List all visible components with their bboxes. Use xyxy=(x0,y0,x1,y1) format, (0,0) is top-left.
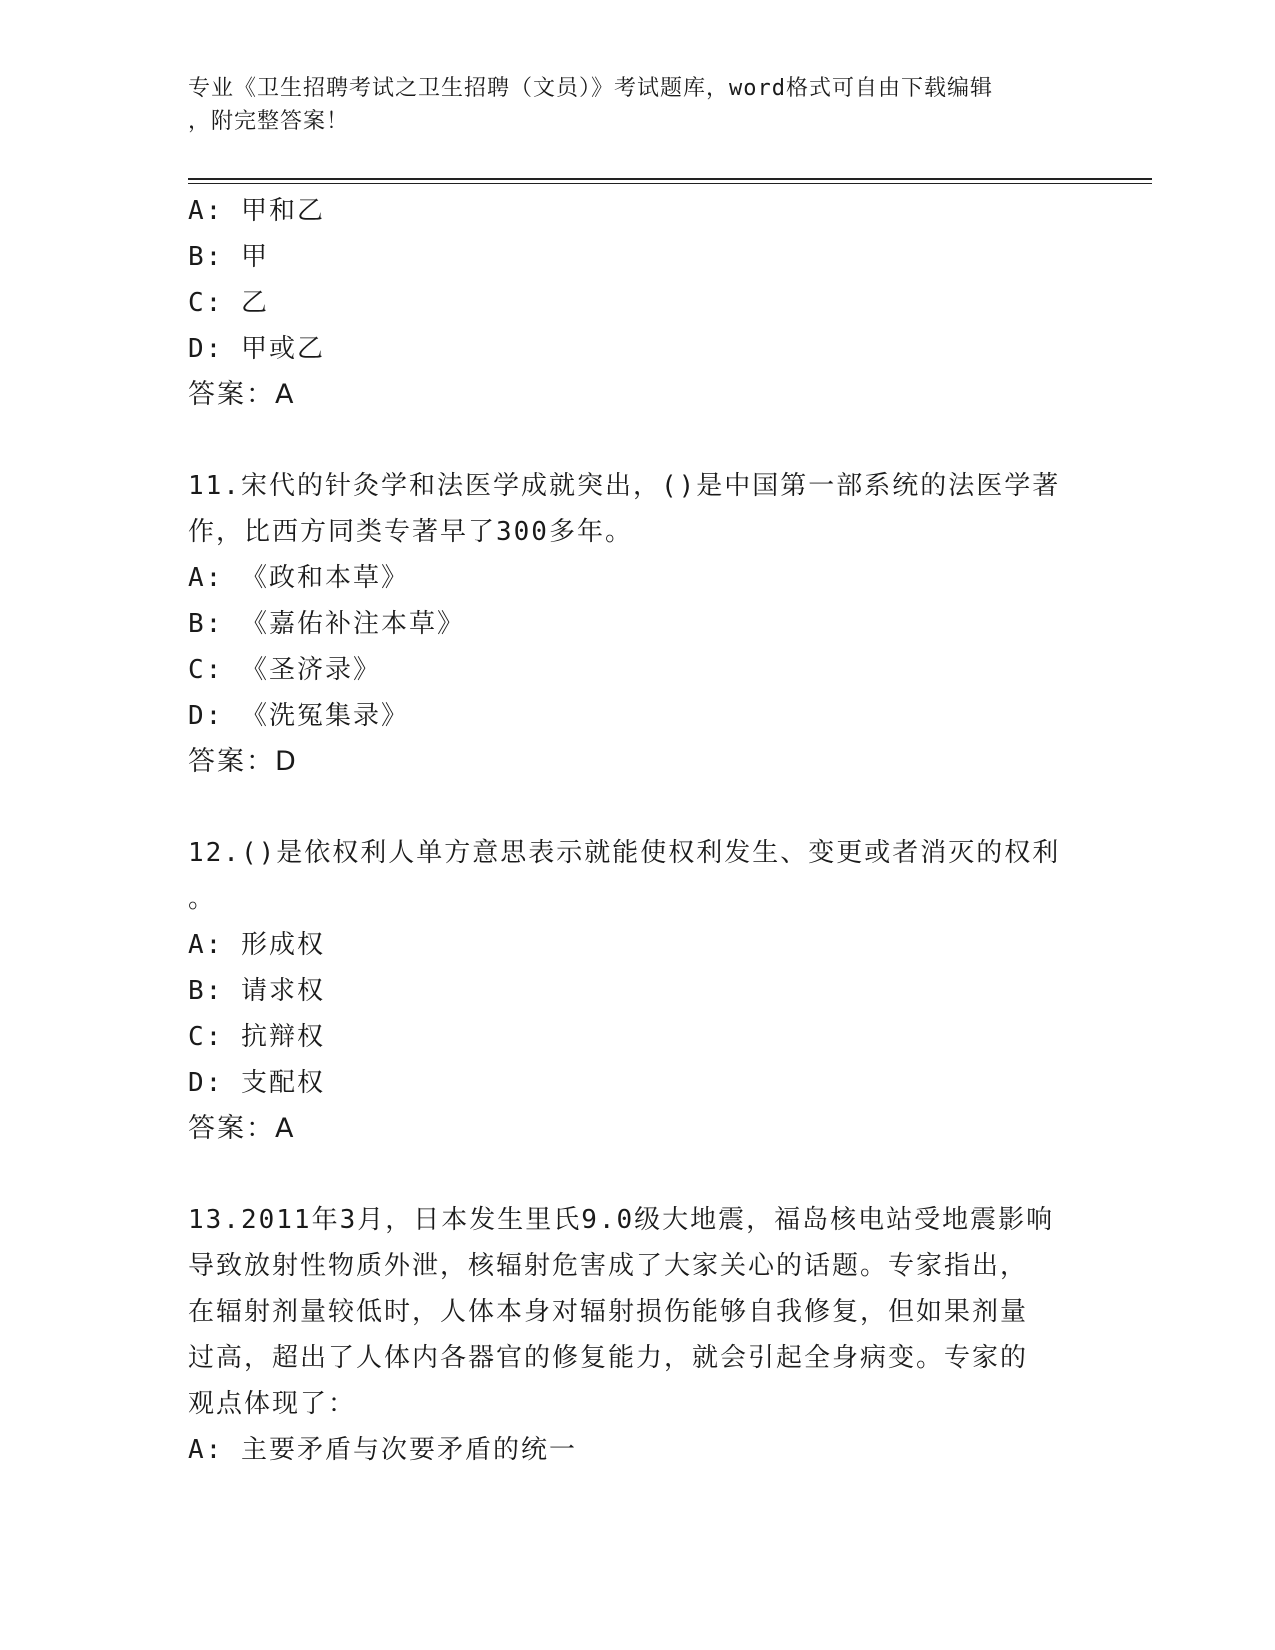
question-11 xyxy=(188,463,1088,785)
spacer xyxy=(188,785,1088,830)
question-text-line-1: 12.()是依权利人单方意思表示就能使权利发生、变更或者消灭的权利 xyxy=(188,838,1061,868)
answer-text: 答案：A xyxy=(188,379,296,410)
option-b: B: 请求权 xyxy=(188,976,325,1006)
header-divider-thick xyxy=(188,178,1152,180)
answer-text: 答案：D xyxy=(188,746,298,777)
spacer xyxy=(188,1152,1088,1197)
option-c: C: 《圣济录》 xyxy=(188,655,381,685)
question-text-line-1: 13.2011年3月，日本发生里氏9.0级大地震，福岛核电站受地震影响 xyxy=(188,1205,1055,1235)
spacer xyxy=(188,418,1088,463)
question-13 xyxy=(188,1197,1088,1473)
question-12 xyxy=(188,830,1088,1152)
question-text-line-2: 作，比西方同类专著早了300多年。 xyxy=(188,517,633,547)
option-a: A: 《政和本草》 xyxy=(188,563,409,593)
question-text-line-2: 。 xyxy=(188,884,217,914)
option-a: A: 甲和乙 xyxy=(188,196,325,226)
option-d: D: 甲或乙 xyxy=(188,334,325,364)
question-text-line-2: 导致放射性物质外泄，核辐射危害成了大家关心的话题。专家指出， xyxy=(188,1251,1029,1281)
option-b: B: 《嘉佑补注本草》 xyxy=(188,609,465,639)
option-a: A: 形成权 xyxy=(188,930,325,960)
question-text-line-1: 11.宋代的针灸学和法医学成就突出，()是中国第一部系统的法医学著 xyxy=(188,471,1061,501)
option-a: A: 主要矛盾与次要矛盾的统一 xyxy=(188,1435,577,1465)
question-10 xyxy=(188,188,1088,418)
option-b: B: 甲 xyxy=(188,242,269,272)
option-d: D: 《洗冤集录》 xyxy=(188,701,409,731)
option-d: D: 支配权 xyxy=(188,1068,325,1098)
header-line-2: ，附完整答案！ xyxy=(188,109,350,134)
header-divider-thin xyxy=(188,183,1152,184)
question-text-line-3: 在辐射剂量较低时，人体本身对辐射损伤能够自我修复，但如果剂量 xyxy=(188,1297,1029,1327)
question-text-line-5: 观点体现了： xyxy=(188,1389,357,1419)
question-text-line-4: 过高，超出了人体内各器官的修复能力，就会引起全身病变。专家的 xyxy=(188,1343,1029,1373)
document-header xyxy=(188,72,1088,138)
header-line-1: 专业《卫生招聘考试之卫生招聘（文员）》考试题库，word格式可自由下载编辑 xyxy=(188,76,993,101)
answer-text: 答案：A xyxy=(188,1113,296,1144)
option-c: C: 抗辩权 xyxy=(188,1022,325,1052)
question-list xyxy=(188,188,1088,1473)
option-c: C: 乙 xyxy=(188,288,269,318)
